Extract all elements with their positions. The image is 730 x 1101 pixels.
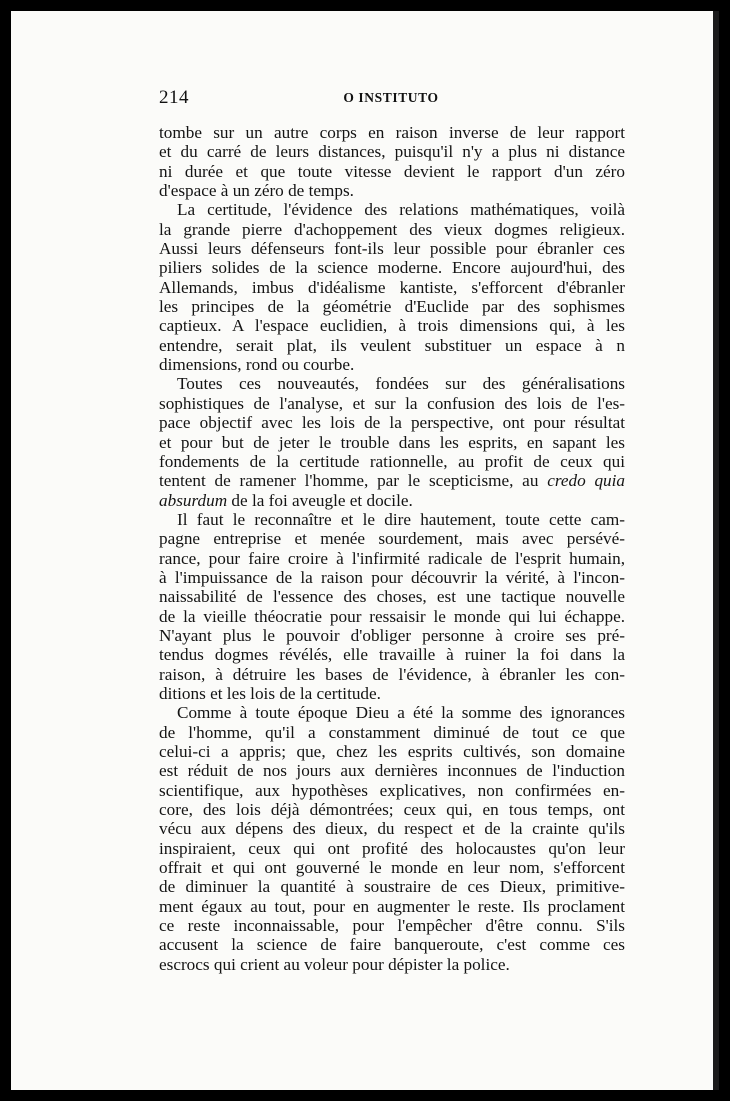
text-line: Aussi leurs défenseurs font-ils leur possible pour ébranler ces	[159, 239, 625, 259]
paragraph	[159, 123, 625, 200]
page-header	[159, 87, 623, 109]
text-line: celui-ci a appris; que, chez les esprits cultivés, son domaine	[159, 742, 625, 761]
latin-phrase: credo quia	[547, 471, 626, 491]
text-line: piliers solides de la science moderne. Encore aujourd'hui, des	[159, 258, 625, 278]
text-line: pace objectif avec les lois de la perspective, ont pour résultat	[159, 413, 625, 433]
text-line: d'espace à un zéro de temps.	[159, 181, 354, 201]
paragraph	[159, 510, 625, 703]
text-line: Comme à toute époque Dieu a été la somme des ignorances	[177, 703, 625, 723]
text-line: naissabilité de l'essence des choses, est une tactique nouvelle	[159, 587, 625, 607]
text-line: Toutes ces nouveautés, fondées sur des généralisations	[177, 374, 625, 394]
paragraph	[159, 374, 625, 509]
text-line: rance, pour faire croire à l'infirmité radicale de l'esprit humain,	[159, 548, 625, 568]
text-line: fondements de la certitude rationnelle, au profit de ceux qui	[159, 451, 625, 471]
text-line: inspiraient, ceux qui ont profité des holocaustes qu'on leur	[159, 838, 625, 858]
text-line: vécu aux dépens des dieux, du respect et de la crainte qu'ils	[159, 819, 625, 839]
text-line: scientifique, aux hypothèses explicatives, non confirmées en-	[159, 780, 625, 800]
text-line: tentent de ramener l'homme, par le scepticisme, au credo quia	[159, 471, 626, 491]
text-line: N'ayant plus le pouvoir d'obliger personne à croire ses pré-	[159, 625, 625, 645]
text-line: dimensions, rond ou courbe.	[159, 355, 355, 375]
paragraph	[159, 703, 625, 974]
text-line: ce reste inconnaissable, pour l'empêcher d'être connu. S'ils	[159, 916, 625, 936]
book-page	[11, 11, 719, 1090]
text-line: Il faut le reconnaître et le dire hautement, toute cette cam-	[177, 509, 625, 529]
text-line: entendre, serait plat, ils veulent substituer un espace à n	[159, 335, 625, 355]
text-line: absurdum de la foi aveugle et docile.	[159, 490, 413, 510]
text-line: La certitude, l'évidence des relations mathématiques, voilà	[177, 200, 625, 220]
text-line: de la vieille théocratie pour ressaisir le monde qui lui échappe.	[159, 606, 625, 626]
page-number: 214	[159, 87, 189, 108]
text-line: de l'homme, qu'il a constamment diminué de tout ce que	[159, 722, 625, 742]
body-text	[159, 123, 625, 974]
text-line: de diminuer la quantité à soustraire de ces Dieux, primitive-	[159, 877, 625, 897]
paragraph	[159, 200, 625, 374]
text-line: les principes de la géométrie d'Euclide par des sophismes	[159, 297, 625, 317]
text-line: à l'impuissance de la raison pour découvrir la vérité, à l'incon-	[159, 567, 625, 587]
text-line: accusent la science de faire banqueroute, c'est comme ces	[159, 935, 625, 955]
text-line: ni durée et que toute vitesse devient le rapport d'un zéro	[159, 161, 625, 181]
text-line: pagne entreprise et menée sourdement, mais avec persévé-	[159, 529, 625, 549]
text-line: core, des lois déjà démontrées; ceux qui, en tous temps, ont	[159, 800, 625, 820]
text-line: est réduit de nos jours aux dernières inconnues de l'induction	[159, 761, 625, 781]
text-line: escrocs qui crient au voleur pour dépister la police.	[159, 954, 510, 974]
text-line: raison, à détruire les bases de l'évidence, à ébranler les con-	[159, 664, 625, 684]
text-line: et pour but de jeter le trouble dans les esprits, en sapant les	[159, 432, 625, 452]
text-line: captieux. A l'espace euclidien, à trois dimensions qui, à les	[159, 316, 625, 336]
latin-phrase: absurdum	[159, 490, 228, 510]
text-line: tendus dogmes révélés, elle travaille à ruiner la foi dans la	[159, 645, 625, 665]
text-line: et du carré de leurs distances, puisqu'il n'y a plus ni distance	[159, 142, 625, 162]
text-line: sophistiques de l'analyse, et sur la confusion des lois de l'es-	[159, 393, 625, 413]
text-line: offrait et qui ont gouverné le monde en leur nom, s'efforcent	[159, 858, 625, 878]
text-line: Allemands, imbus d'idéalisme kantiste, s'efforcent d'ébranler	[159, 277, 625, 297]
text-line: ment égaux au tout, pour en augmenter le reste. Ils proclament	[159, 896, 625, 916]
text-line: ditions et les lois de la certitude.	[159, 683, 381, 703]
text-line: tombe sur un autre corps en raison inverse de leur rapport	[159, 123, 625, 142]
running-head: O INSTITUTO	[343, 90, 439, 105]
text-line: la grande pierre d'achoppement des vieux dogmes religieux.	[159, 219, 625, 239]
